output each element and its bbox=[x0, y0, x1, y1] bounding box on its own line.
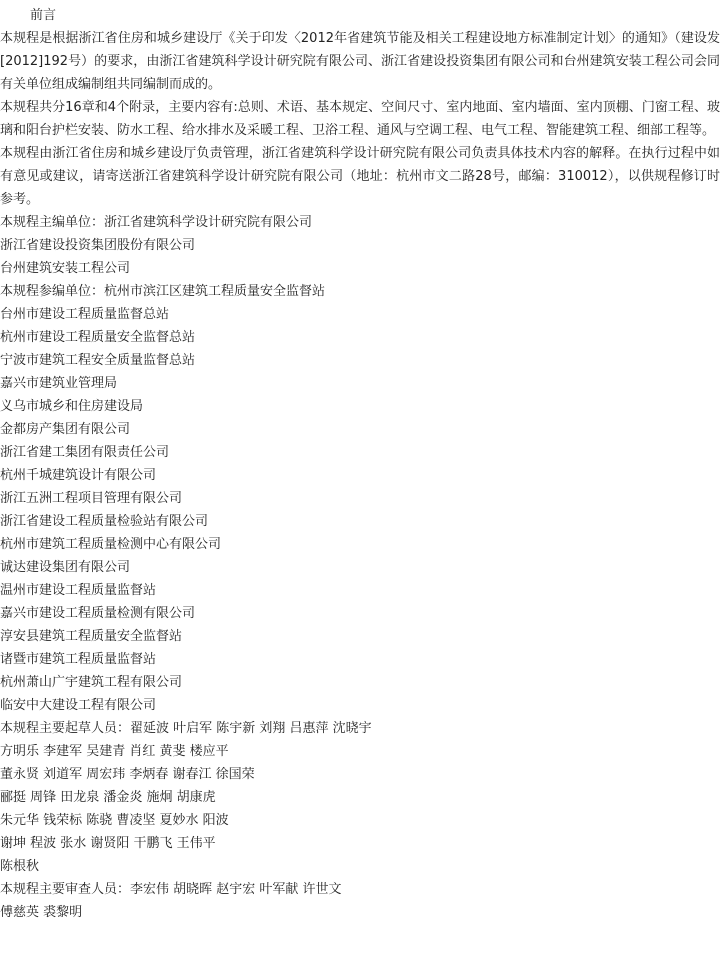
page-title: 前言 bbox=[30, 8, 57, 23]
drafters-names: 朱元华 钱荣标 陈骁 曹凌坚 夏妙水 阳波 bbox=[0, 813, 229, 828]
participating-unit: 嘉兴市建筑业管理局 bbox=[0, 376, 118, 391]
drafters-names: 谢坤 程波 张水 谢贤阳 干鹏飞 王伟平 bbox=[0, 836, 216, 851]
reviewers-line: 本规程主要审查人员：李宏伟 胡晓晖 赵宇宏 叶军献 许世文 bbox=[0, 882, 342, 897]
chief-editor-unit: 浙江省建设投资集团股份有限公司 bbox=[0, 238, 196, 253]
chief-editor-unit: 台州建筑安装工程公司 bbox=[0, 261, 131, 276]
participating-unit: 淳安县建筑工程质量安全监督站 bbox=[0, 629, 183, 644]
paragraph-management: 本规程由浙江省住房和城乡建设厅负责管理，浙江省建筑科学设计研究院有限公司负责具体技术内容的解释。在执行过程中如有意见或建议，请寄送浙江省建筑科学设计研究院有限公司（地址：杭州市文二路28号，邮编：310012），以供规程修订时参考。 bbox=[0, 146, 720, 207]
participating-unit: 诸暨市建筑工程质量监督站 bbox=[0, 652, 157, 667]
participating-unit: 临安中大建设工程有限公司 bbox=[0, 698, 157, 713]
paragraph-contents: 本规程共分16章和4个附录，主要内容有:总则、术语、基本规定、空间尺寸、室内地面、室内墙面、室内顶棚、门窗工程、玻璃和阳台护栏安装、防水工程、给水排水及采暖工程、卫浴工程、通风与空调工程、电气工程、智能建筑工程、细部工程等。 bbox=[0, 100, 720, 138]
participating-unit: 杭州市建筑工程质量检测中心有限公司 bbox=[0, 537, 222, 552]
paragraph-basis: 本规程是根据浙江省住房和城乡建设厅《关于印发〈2012年省建筑节能及相关工程建设地方标准制定计划〉的通知》（建设发[2012]192号）的要求，由浙江省建筑科学设计研究院有限公司、浙江省建设投资集团有限公司和台州建筑安装工程公司会同有关单位组成编制组共同编制而成的。 bbox=[0, 31, 720, 92]
participating-unit: 杭州萧山广宇建筑工程有限公司 bbox=[0, 675, 183, 690]
drafters-names: 郦挺 周锋 田龙泉 潘金炎 施炯 胡康虎 bbox=[0, 790, 216, 805]
participating-unit: 温州市建设工程质量监督站 bbox=[0, 583, 157, 598]
participating-unit: 嘉兴市建设工程质量检测有限公司 bbox=[0, 606, 196, 621]
participating-unit: 义乌市城乡和住房建设局 bbox=[0, 399, 144, 414]
participating-unit: 金都房产集团有限公司 bbox=[0, 422, 131, 437]
participating-unit: 浙江省建工集团有限责任公司 bbox=[0, 445, 170, 460]
chief-editor-line: 本规程主编单位：浙江省建筑科学设计研究院有限公司 bbox=[0, 215, 313, 230]
drafters-names: 陈根秋 bbox=[0, 859, 40, 874]
participating-unit: 台州市建设工程质量监督总站 bbox=[0, 307, 170, 322]
drafters-names: 董永贤 刘道军 周宏玮 李炳春 谢春江 徐国荣 bbox=[0, 767, 255, 782]
participating-unit: 杭州千城建筑设计有限公司 bbox=[0, 468, 157, 483]
participating-unit: 杭州市建设工程质量安全监督总站 bbox=[0, 330, 196, 345]
participating-unit: 浙江五洲工程项目管理有限公司 bbox=[0, 491, 183, 506]
participating-unit: 浙江省建设工程质量检验站有限公司 bbox=[0, 514, 209, 529]
participating-unit: 诚达建设集团有限公司 bbox=[0, 560, 131, 575]
reviewers-names: 傅慈英 裘黎明 bbox=[0, 905, 83, 920]
participating-unit-line: 本规程参编单位：杭州市滨江区建筑工程质量安全监督站 bbox=[0, 284, 326, 299]
participating-unit: 宁波市建筑工程安全质量监督总站 bbox=[0, 353, 196, 368]
drafters-line: 本规程主要起草人员：翟延波 叶启军 陈宇新 刘翔 吕惠萍 沈晓宇 bbox=[0, 721, 372, 736]
drafters-names: 方明乐 李建军 吴建青 肖红 黄斐 楼应平 bbox=[0, 744, 229, 759]
